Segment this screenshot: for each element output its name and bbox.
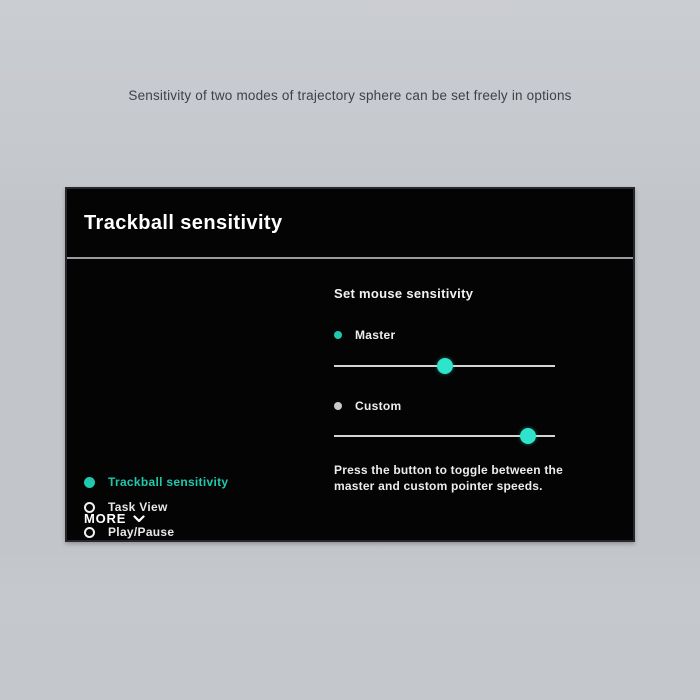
- custom-radio[interactable]: [334, 399, 401, 413]
- header-divider: [67, 257, 633, 259]
- master-sensitivity-slider[interactable]: [334, 358, 555, 374]
- sidebar-item-label: Play/Pause: [108, 525, 175, 539]
- more-button[interactable]: [84, 511, 145, 526]
- slider-thumb[interactable]: [437, 358, 453, 374]
- sidebar-item-play-pause[interactable]: [84, 525, 174, 539]
- radio-icon: [84, 527, 95, 538]
- panel-header: [67, 189, 633, 257]
- description-line: master and custom pointer speeds.: [334, 479, 543, 493]
- page-caption: Sensitivity of two modes of trajectory sphere can be set freely in options: [128, 88, 572, 103]
- radio-selected-icon: [84, 477, 95, 488]
- custom-radio-label: Custom: [355, 399, 402, 413]
- description-line: Press the button to toggle between the: [334, 463, 563, 477]
- content-heading: Set mouse sensitivity: [334, 286, 474, 301]
- more-button-label: MORE: [84, 511, 127, 526]
- settings-panel: [65, 187, 635, 542]
- master-radio-label: Master: [355, 328, 396, 342]
- chevron-down-icon: [133, 515, 145, 523]
- content-description: [334, 462, 594, 494]
- radio-icon: [334, 402, 342, 410]
- master-radio[interactable]: [334, 328, 395, 342]
- panel-title: Trackball sensitivity: [84, 211, 283, 234]
- slider-thumb[interactable]: [520, 428, 536, 444]
- sidebar-item-trackball-sensitivity[interactable]: [84, 475, 228, 489]
- sidebar-item-label: Task View: [108, 500, 168, 514]
- radio-selected-icon: [334, 331, 342, 339]
- sidebar-item-label: Trackball sensitivity: [108, 475, 229, 489]
- custom-sensitivity-slider[interactable]: [334, 428, 555, 444]
